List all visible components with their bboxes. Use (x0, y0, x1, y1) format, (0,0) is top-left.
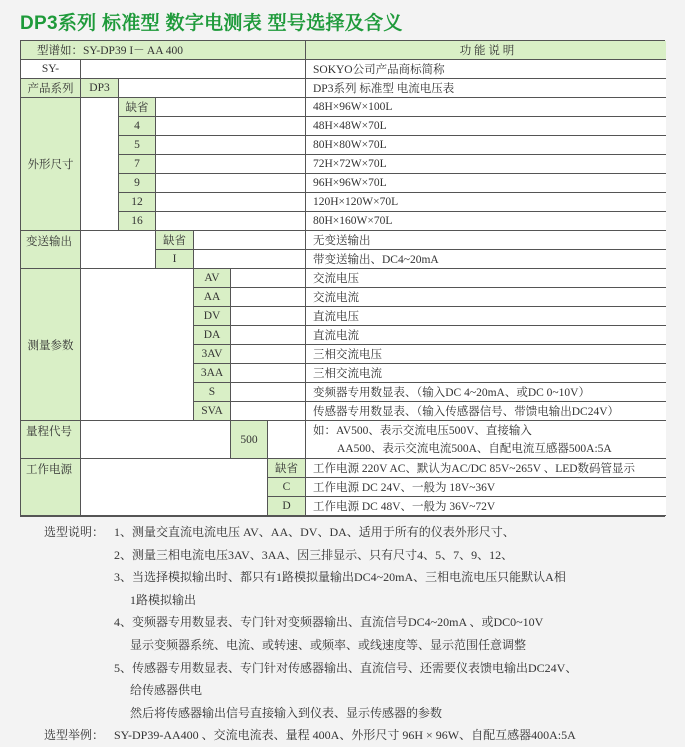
range-desc-line: AA500、表示交流电流500A、自配电流互感器500A:5A (337, 442, 612, 455)
output-desc: 无变送输出 (306, 231, 666, 250)
power-code: C (268, 478, 306, 497)
measure-code: AA (194, 288, 231, 307)
selection-notes (44, 521, 577, 747)
page-title: DP3系列 标准型 数字电测表 型号选择及含义 (20, 13, 403, 34)
blank-cell (231, 326, 306, 345)
brand-code: SY- (21, 60, 81, 79)
range-desc-line: 如：AV500、表示交流电压500V、直接输入 (313, 424, 532, 437)
size-code: 9 (119, 174, 156, 193)
blank-cell (156, 174, 306, 193)
blank-cell (231, 383, 306, 402)
example-text: SY-DP39-AA400 、交流电流表、量程 400A、外形尺寸 96H × 96W、自配互感器400A:5A (114, 728, 576, 743)
size-desc: 72H×72W×70L (306, 155, 666, 174)
measure-desc: 直流电压 (306, 307, 666, 326)
measure-desc: 三相交流电流 (306, 364, 666, 383)
note-line: 2、测量三相电流电压3AV、3AA、因三排显示、只有尺寸4、5、7、9、12、 (114, 547, 514, 562)
example-label: 选型举例： (44, 728, 105, 743)
size-desc: 80H×160W×70L (306, 212, 666, 231)
measure-desc: 交流电流 (306, 288, 666, 307)
note-line: 显示变频器系统、电流、或转速、或频率、或线速度等、显示范围任意调整 (130, 637, 527, 652)
range-desc (306, 421, 666, 459)
power-code: 缺省 (268, 459, 306, 478)
note-line: 3、当选择模拟输出时、都只有1路模拟量输出DC4~20mA、三相电流电压只能默认A相 (114, 570, 566, 585)
size-desc: 80H×80W×70L (306, 136, 666, 155)
note-line: 5、传感器专用数显表、专门针对传感器输出、直流信号、还需要仪表馈电输出DC24V、 (114, 660, 578, 675)
blank-cell (231, 307, 306, 326)
measure-desc: 交流电压 (306, 269, 666, 288)
blank-cell (231, 269, 306, 288)
note-line: 给传感器供电 (130, 683, 203, 698)
size-code: 5 (119, 136, 156, 155)
output-code: 缺省 (156, 231, 194, 250)
note-line: 然后将传感器输出信号直接输入到仪表、显示传感器的参数 (130, 705, 443, 720)
series-label: 产品系列 (21, 79, 81, 98)
power-label: 工作电源 (21, 459, 81, 516)
series-desc: DP3系列 标准型 电流电压表 (306, 79, 666, 98)
measure-desc: 传感器专用数显表、（输入传感器信号、带馈电输出DC24V） (306, 402, 666, 421)
blank-cell (268, 421, 306, 459)
blank-cell (156, 212, 306, 231)
size-code: 16 (119, 212, 156, 231)
size-code: 4 (119, 117, 156, 136)
header-function: 功 能 说 明 (306, 41, 666, 60)
blank-cell (231, 364, 306, 383)
blank-cell (231, 288, 306, 307)
header-model-example: 型谱如：SY-DP39 I－ AA 400 (21, 41, 306, 60)
blank-cell (81, 231, 156, 269)
measure-label: 测量参数 (21, 269, 81, 421)
note-line: 1路模拟输出 (130, 592, 197, 607)
measure-desc: 变频器专用数显表、（输入DC 4~20mA、或DC 0~10V） (306, 383, 666, 402)
notes-label: 选型说明： (44, 525, 105, 539)
blank-cell (156, 98, 306, 117)
measure-desc: 三相交流电压 (306, 345, 666, 364)
blank-cell (156, 155, 306, 174)
measure-code: 3AA (194, 364, 231, 383)
note-line: 4、变频器专用数显表、专门针对变频器输出、直流信号DC4~20mA 、或DC0~10V (114, 615, 544, 630)
model-selection-table (20, 40, 665, 517)
size-code: 12 (119, 193, 156, 212)
blank-cell (156, 136, 306, 155)
size-desc: 120H×120W×70L (306, 193, 666, 212)
power-code: D (268, 497, 306, 516)
blank-cell (231, 345, 306, 364)
measure-code: AV (194, 269, 231, 288)
blank-cell (81, 98, 119, 231)
blank-cell (156, 193, 306, 212)
measure-code: S (194, 383, 231, 402)
blank-cell (231, 402, 306, 421)
size-label: 外形尺寸 (21, 98, 81, 231)
size-desc: 48H×48W×70L (306, 117, 666, 136)
size-code: 7 (119, 155, 156, 174)
range-code: 500 (231, 421, 268, 459)
range-label: 量程代号 (21, 421, 81, 459)
blank-cell (194, 231, 306, 250)
note-line: 1、测量交直流电流电压 AV、AA、DV、DA、适用于所有的仪表外形尺寸、 (114, 525, 515, 539)
size-desc: 96H×96W×70L (306, 174, 666, 193)
size-desc: 48H×96W×100L (306, 98, 666, 117)
series-code: DP3 (81, 79, 119, 98)
brand-desc: SOKYO公司产品商标简称 (306, 60, 666, 79)
power-desc: 工作电源 220V AC、默认为AC/DC 85V~265V 、LED数码管显示 (306, 459, 666, 478)
output-desc: 带变送输出、DC4~20mA (306, 250, 666, 269)
power-desc: 工作电源 DC 48V、一般为 36V~72V (306, 497, 666, 516)
blank-cell (81, 421, 231, 459)
blank-cell (81, 269, 194, 421)
output-label: 变送输出 (21, 231, 81, 269)
blank-cell (119, 79, 306, 98)
size-code: 缺省 (119, 98, 156, 117)
measure-code: DA (194, 326, 231, 345)
measure-code: 3AV (194, 345, 231, 364)
measure-code: DV (194, 307, 231, 326)
blank-cell (81, 60, 306, 79)
blank-cell (156, 117, 306, 136)
blank-cell (194, 250, 306, 269)
measure-code: SVA (194, 402, 231, 421)
blank-cell (81, 459, 268, 516)
output-code: I (156, 250, 194, 269)
measure-desc: 直流电流 (306, 326, 666, 345)
power-desc: 工作电源 DC 24V、一般为 18V~36V (306, 478, 666, 497)
